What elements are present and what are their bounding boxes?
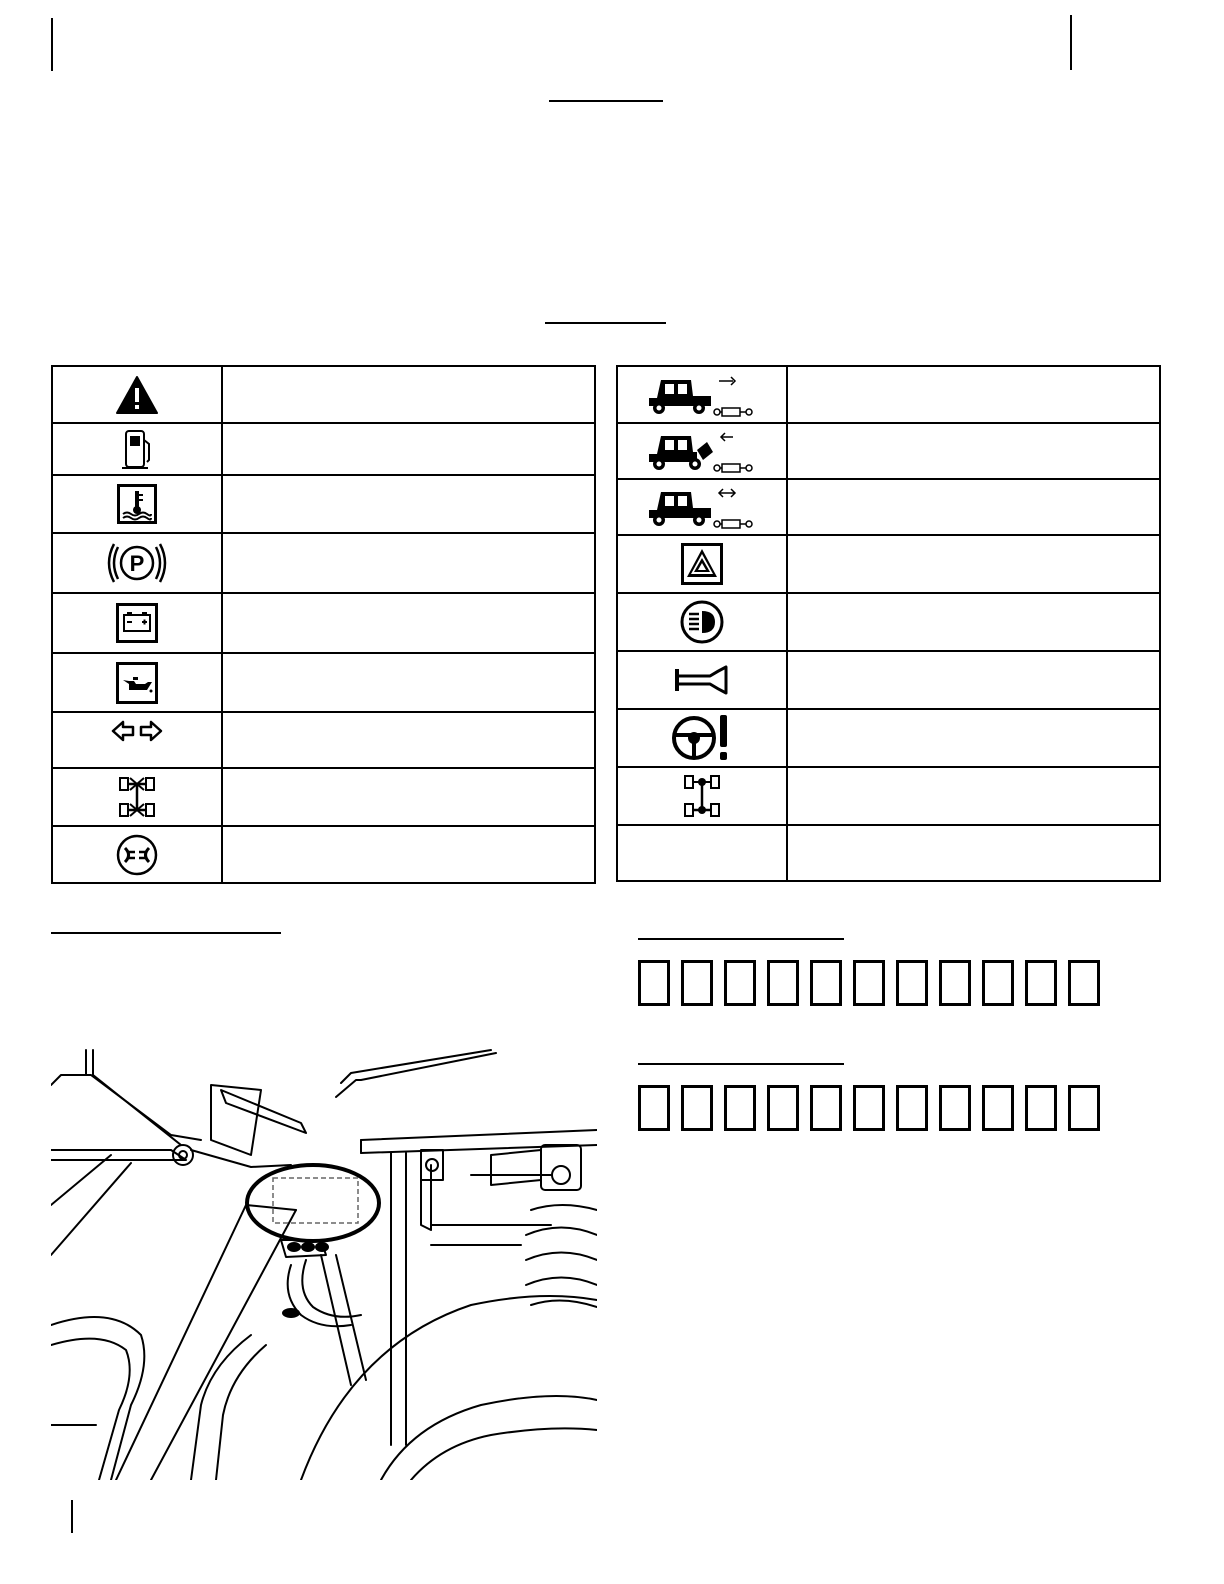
fuel-pump-icon <box>120 428 154 470</box>
serial-box[interactable] <box>939 960 971 1006</box>
cargo-bed-dump-lower-icon <box>645 428 759 474</box>
symbol-description <box>222 475 595 533</box>
serial-box[interactable] <box>681 960 713 1006</box>
section-title <box>545 300 666 320</box>
svg-text:P: P <box>129 551 145 576</box>
crop-mark-bottom-left <box>71 1500 73 1533</box>
hazard-icon <box>679 541 725 587</box>
serial-box[interactable] <box>1068 1085 1100 1131</box>
symbol-description <box>222 712 595 768</box>
serial-box[interactable] <box>853 1085 885 1131</box>
serial-box[interactable] <box>896 960 928 1006</box>
battery-icon <box>114 601 160 645</box>
symbol-description <box>222 826 595 883</box>
serial-box[interactable] <box>1068 960 1100 1006</box>
serial-box[interactable] <box>638 960 670 1006</box>
serial-label-b-rule <box>638 1063 844 1065</box>
serial-label-a-rule <box>638 938 844 940</box>
symbol-description <box>787 593 1160 651</box>
serial-box[interactable] <box>982 960 1014 1006</box>
serial-box[interactable] <box>1025 1085 1057 1131</box>
serial-box[interactable] <box>767 960 799 1006</box>
symbol-description <box>787 423 1160 479</box>
oil-pressure-icon <box>114 660 160 706</box>
two-wheel-drive-icon <box>680 773 724 819</box>
headlight-icon <box>679 599 725 645</box>
symbol-description <box>222 423 595 475</box>
symbol-description <box>787 709 1160 767</box>
symbol-description <box>222 653 595 712</box>
symbol-description <box>787 366 1160 423</box>
section-rule <box>545 322 666 324</box>
crop-mark-top-right <box>1070 15 1072 70</box>
serial-box[interactable] <box>810 1085 842 1131</box>
coolant-temperature-icon <box>115 482 159 526</box>
serial-box[interactable] <box>982 1085 1014 1131</box>
serial-box[interactable] <box>724 1085 756 1131</box>
cargo-bed-dump-neutral-icon <box>645 484 759 530</box>
symbol-description <box>787 651 1160 709</box>
four-wheel-drive-lock-icon <box>115 775 159 819</box>
serial-box[interactable] <box>767 1085 799 1131</box>
symbol-description <box>787 825 1160 881</box>
serial-location-rule <box>51 932 281 934</box>
serial-box[interactable] <box>1025 960 1057 1006</box>
symbol-description <box>222 768 595 826</box>
serial-box[interactable] <box>638 1085 670 1131</box>
parking-brake-icon <box>106 539 168 587</box>
symbol-description <box>787 767 1160 825</box>
serial-box[interactable] <box>724 960 756 1006</box>
symbols-table-left <box>51 365 596 884</box>
horn-icon <box>672 663 732 697</box>
serial-box[interactable] <box>810 960 842 1006</box>
cargo-bed-dump-raise-icon <box>645 372 759 418</box>
turn-signal-icon <box>111 719 163 743</box>
symbol-description <box>787 479 1160 535</box>
symbol-description <box>222 533 595 593</box>
serial-box[interactable] <box>681 1085 713 1131</box>
symbol-description <box>222 593 595 653</box>
header-rule <box>549 100 663 102</box>
differential-lock-icon <box>113 833 161 877</box>
header-title <box>549 78 663 98</box>
symbol-description <box>787 535 1160 593</box>
serial-boxes-row-b <box>638 1085 1111 1131</box>
symbol-cell <box>52 366 222 423</box>
crop-mark-top-left <box>51 18 53 71</box>
power-steering-warning-icon <box>670 713 734 763</box>
serial-box[interactable] <box>896 1085 928 1131</box>
warning-icon <box>115 375 159 415</box>
serial-boxes-row-a <box>638 960 1111 1006</box>
symbol-description <box>222 366 595 423</box>
serial-box[interactable] <box>853 960 885 1006</box>
vehicle-frame-serial-location-illustration <box>51 1045 597 1480</box>
serial-box[interactable] <box>939 1085 971 1131</box>
symbols-table-right <box>616 365 1161 882</box>
